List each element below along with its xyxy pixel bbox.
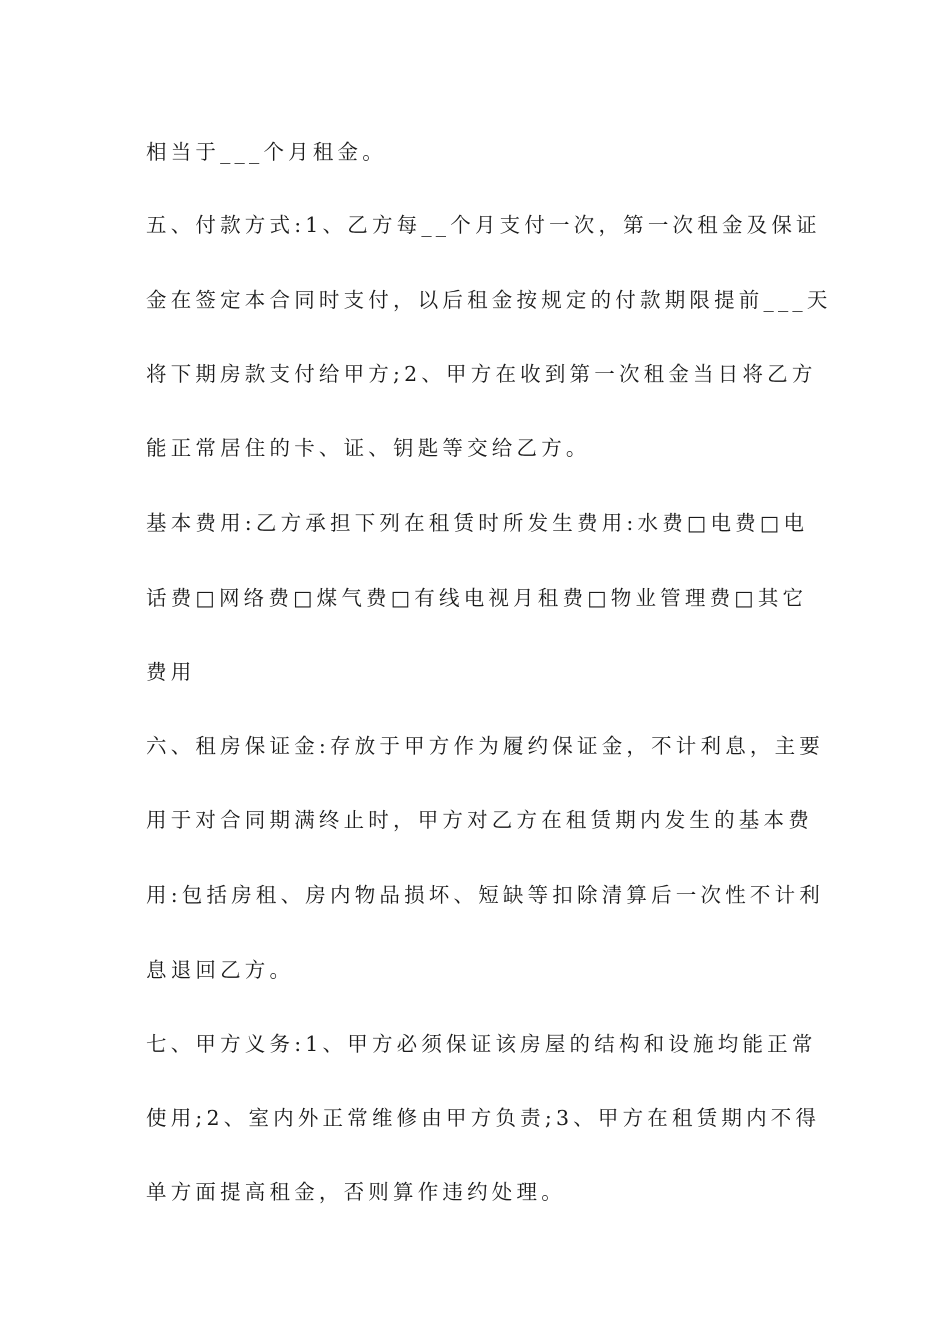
- text-line-10: 用于对合同期满终止时，甲方对乙方在租赁期内发生的基本费: [146, 808, 813, 832]
- text-line-15: 单方面提高租金，否则算作违约处理。: [146, 1180, 566, 1204]
- text-line-11: 用:包括房租、房内物品损坏、短缺等扣除清算后一次性不计利: [146, 883, 825, 907]
- text-line-5: 能正常居住的卡、证、钥匙等交给乙方。: [146, 436, 591, 460]
- text-line-8: 费用: [146, 660, 196, 684]
- text-line-4: 将下期房款支付给甲方;2、甲方在收到第一次租金当日将乙方: [146, 362, 817, 386]
- text-line-1: 相当于___个月租金。: [146, 140, 387, 164]
- text-line-2: 五、付款方式:1、乙方每__个月支付一次，第一次租金及保证: [146, 213, 821, 237]
- text-line-14: 使用;2、室内外正常维修由甲方负责;3、甲方在租赁期内不得: [146, 1106, 821, 1130]
- text-line-6: 基本费用:乙方承担下列在租赁时所发生费用:水费□电费□电: [146, 511, 809, 535]
- text-line-12: 息退回乙方。: [146, 958, 295, 982]
- text-line-9: 六、租房保证金:存放于甲方作为履约保证金，不计利息，主要: [146, 734, 825, 758]
- text-line-13: 七、甲方义务:1、甲方必须保证该房屋的结构和设施均能正常: [146, 1032, 817, 1056]
- text-line-3: 金在签定本合同时支付，以后租金按规定的付款期限提前___天: [146, 288, 832, 312]
- text-line-7: 话费□网络费□煤气费□有线电视月租费□物业管理费□其它: [146, 586, 808, 610]
